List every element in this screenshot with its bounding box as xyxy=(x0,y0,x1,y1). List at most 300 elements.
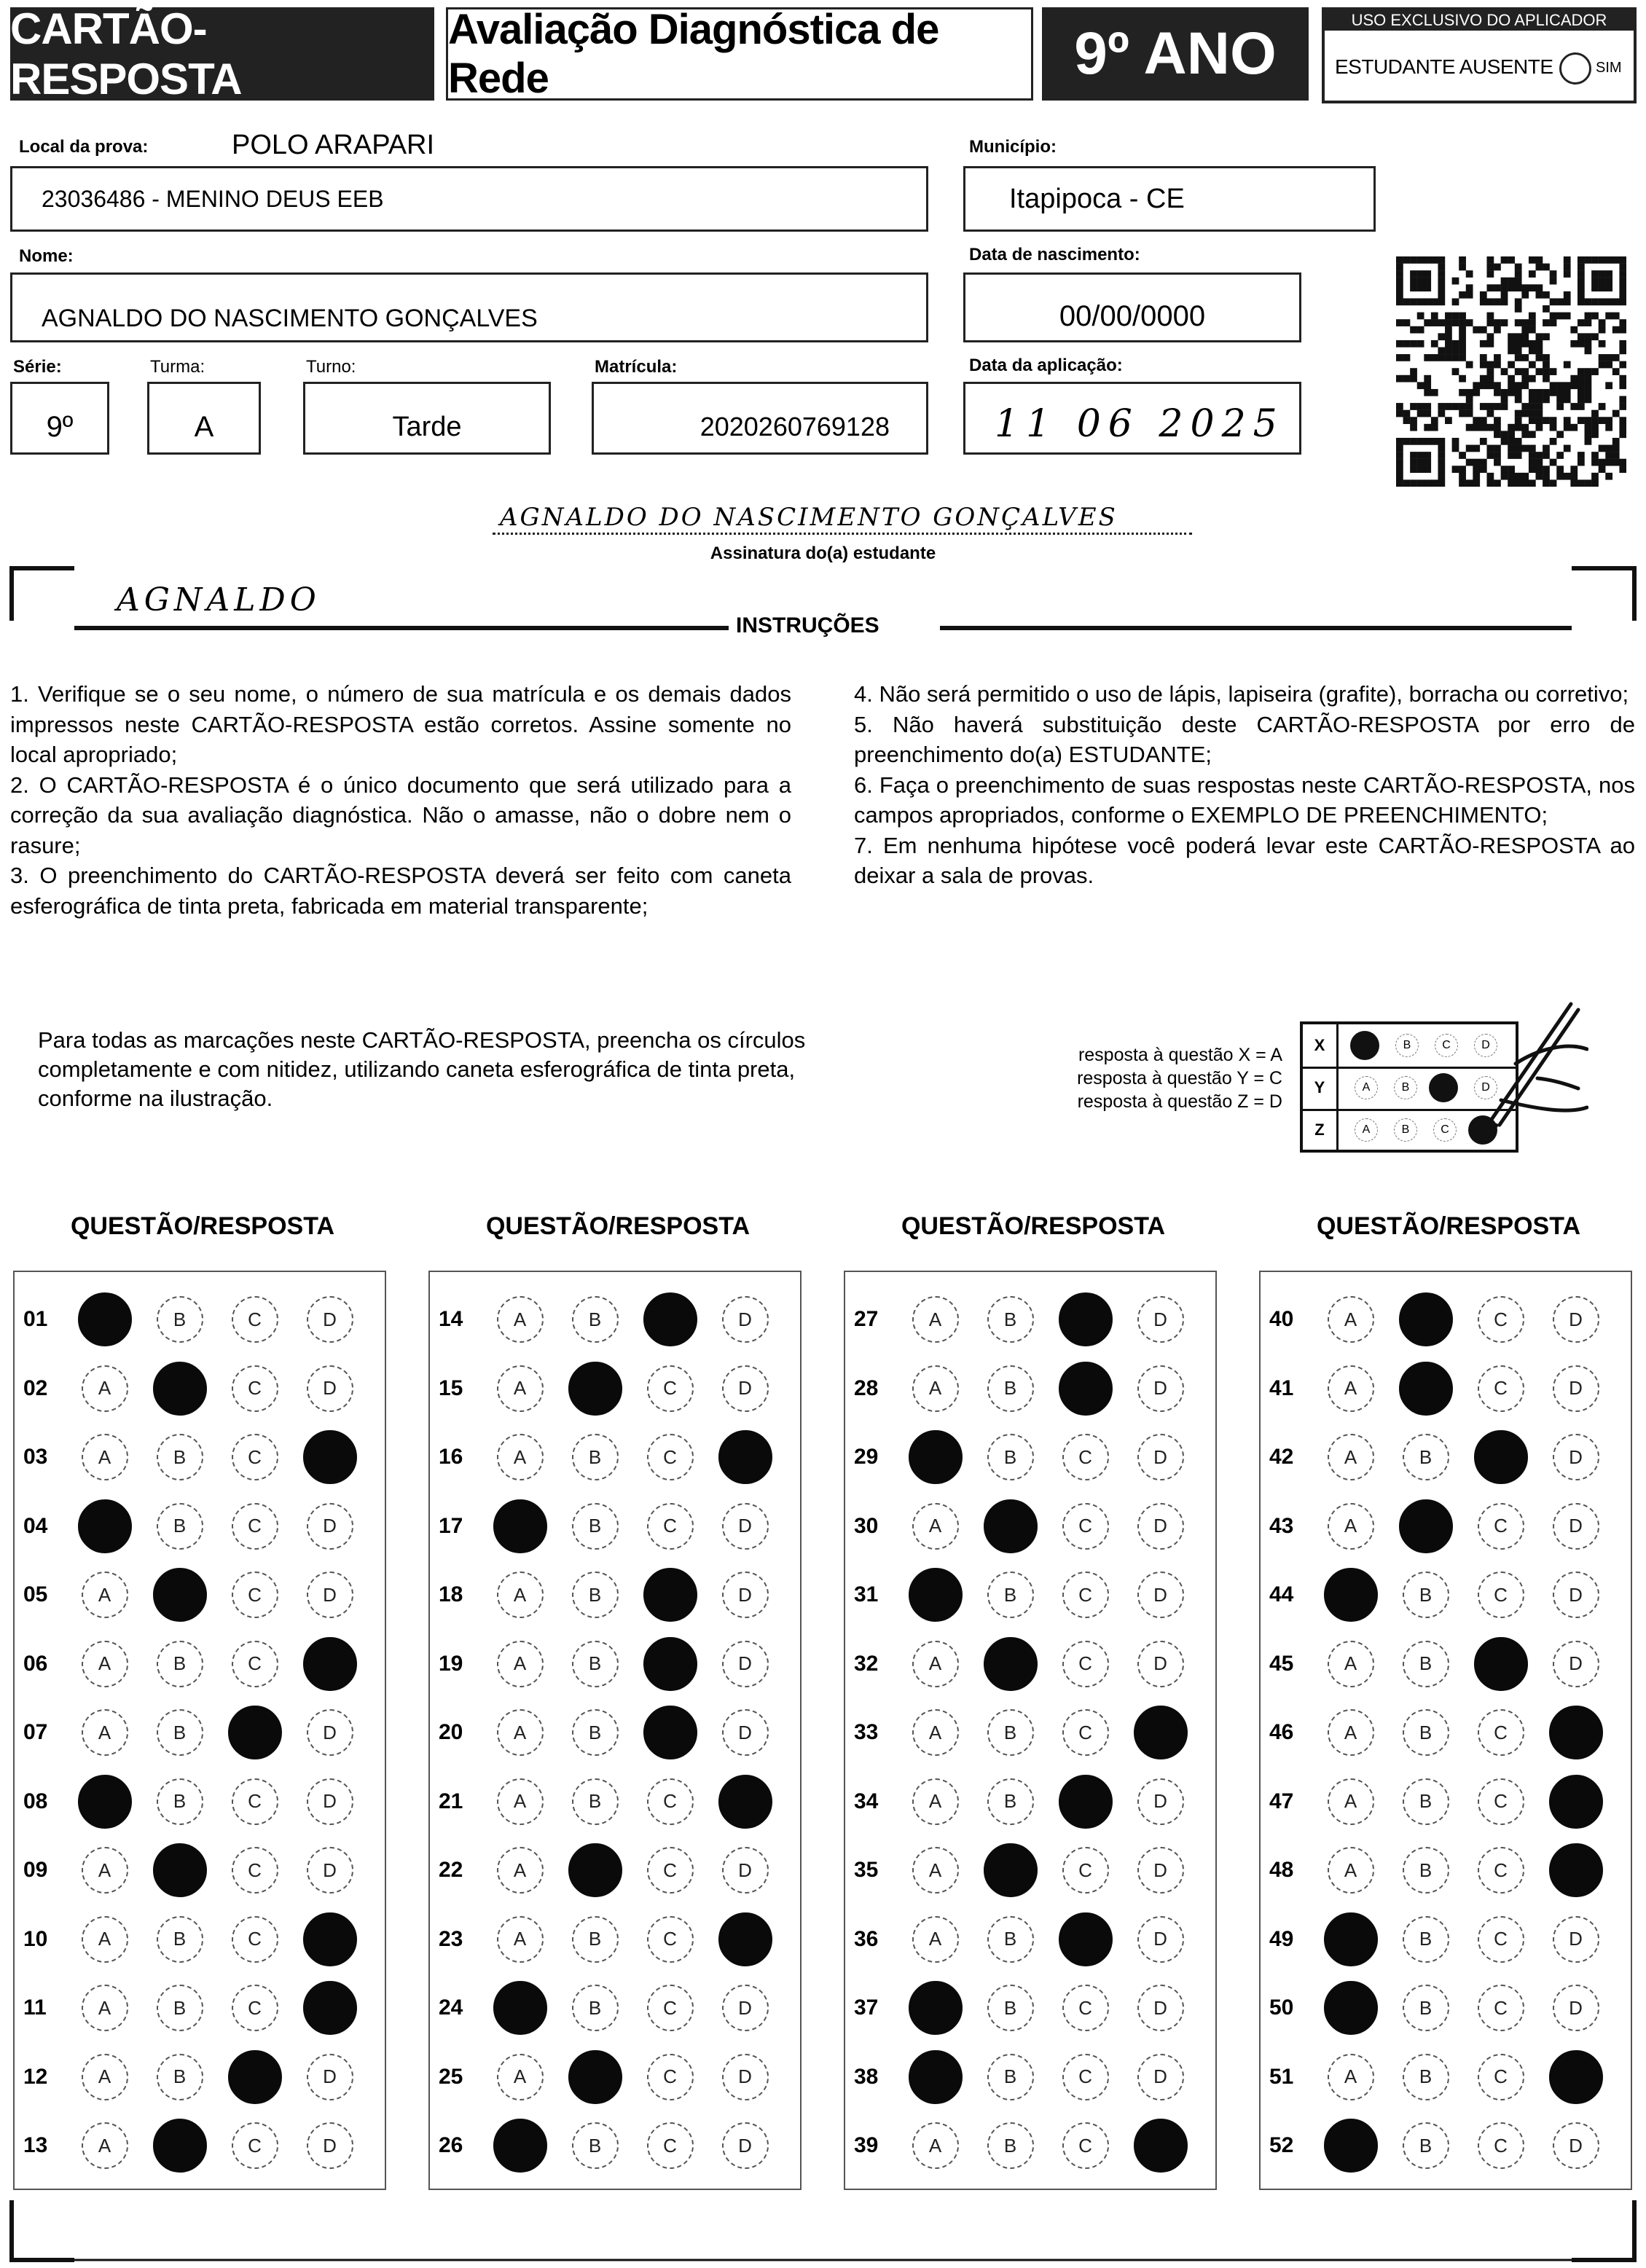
question-number: 27 xyxy=(854,1307,879,1331)
instruction-item: 5. Não haverá substituição deste CARTÃO-RESPOSTA por erro de preenchimento do(a) ESTUDANTE; xyxy=(854,711,1635,767)
question-row xyxy=(854,1363,1211,1414)
answer-bubble-d[interactable]: D xyxy=(1553,1296,1599,1343)
answer-bubble-d[interactable]: D xyxy=(307,2054,353,2100)
answer-bubble-c[interactable]: C xyxy=(1478,2054,1524,2100)
question-row xyxy=(1269,1914,1626,1965)
answer-bubble-a[interactable]: A xyxy=(82,1985,128,2031)
answer-bubble-c[interactable]: C xyxy=(1062,1571,1109,1618)
answer-bubble-d[interactable]: D xyxy=(1553,2122,1599,2169)
question-number: 06 xyxy=(23,1651,48,1676)
answer-bubble-c[interactable]: C xyxy=(1478,1571,1524,1618)
example-bubble xyxy=(1350,1031,1379,1060)
answer-bubble-c[interactable] xyxy=(1059,1292,1113,1346)
absent-label: ESTUDANTE AUSENTE xyxy=(1335,55,1553,78)
answer-bubble-d[interactable] xyxy=(1134,1706,1188,1759)
question-number: 13 xyxy=(23,2133,48,2157)
answer-bubble-b[interactable]: B xyxy=(157,1641,203,1687)
answer-bubble-a[interactable]: A xyxy=(497,1434,544,1480)
answer-bubble-a[interactable]: A xyxy=(912,1916,959,1963)
answer-bubble-c[interactable]: C xyxy=(647,2122,694,2169)
answer-bubble-d[interactable]: D xyxy=(722,2122,769,2169)
answer-bubble-d[interactable]: D xyxy=(307,1296,353,1343)
answer-bubble-d[interactable]: D xyxy=(1553,1365,1599,1412)
answer-bubble-a[interactable] xyxy=(493,1499,547,1553)
answer-bubble-d[interactable]: D xyxy=(722,1296,769,1343)
answer-bubble-d[interactable]: D xyxy=(1137,1434,1184,1480)
answer-bubble-d[interactable] xyxy=(303,1430,357,1484)
question-number: 18 xyxy=(439,1582,463,1606)
answer-bubble-b[interactable] xyxy=(1399,1292,1453,1346)
series-value: 9º xyxy=(46,410,74,443)
example-bubble: D xyxy=(1474,1076,1497,1099)
answer-bubble-b[interactable]: B xyxy=(572,1641,619,1687)
answer-bubble-a[interactable]: A xyxy=(1328,1641,1374,1687)
answer-bubble-a[interactable] xyxy=(1324,1568,1378,1622)
answer-bubble-b[interactable]: B xyxy=(157,1778,203,1825)
answer-bubble-c[interactable]: C xyxy=(1478,1709,1524,1756)
answer-bubble-c[interactable]: C xyxy=(1062,1434,1109,1480)
answer-bubble-d[interactable]: D xyxy=(1553,1434,1599,1480)
answer-bubble-c[interactable] xyxy=(1474,1430,1528,1484)
question-row xyxy=(854,1707,1211,1758)
answer-bubble-a[interactable]: A xyxy=(912,1641,959,1687)
answer-bubble-b[interactable] xyxy=(984,1499,1038,1553)
question-number: 10 xyxy=(23,1926,48,1951)
application-date-value: 11 06 2025 xyxy=(995,402,1285,446)
question-number: 17 xyxy=(439,1513,463,1538)
answer-bubble-a[interactable]: A xyxy=(1328,1503,1374,1550)
question-row xyxy=(439,1432,796,1483)
answer-bubble-d[interactable]: D xyxy=(722,1847,769,1894)
answer-bubble-d[interactable]: D xyxy=(1553,1571,1599,1618)
answer-bubble-a[interactable]: A xyxy=(82,1434,128,1480)
answer-bubble-d[interactable]: D xyxy=(1137,1847,1184,1894)
answer-bubble-a[interactable] xyxy=(909,1430,963,1484)
answer-bubble-c[interactable]: C xyxy=(647,1985,694,2031)
name-value: AGNALDO DO NASCIMENTO GONÇALVES xyxy=(42,304,538,332)
answer-bubble-d[interactable] xyxy=(1549,1706,1603,1759)
example-bubble: A xyxy=(1355,1076,1378,1099)
answer-bubble-c[interactable] xyxy=(228,1706,282,1759)
absent-option: SIM xyxy=(1596,60,1622,76)
question-row xyxy=(439,2052,796,2103)
answer-bubble-a[interactable]: A xyxy=(497,2054,544,2100)
answer-bubble-c[interactable]: C xyxy=(1062,1985,1109,2031)
question-number: 05 xyxy=(23,1582,48,1606)
question-row xyxy=(854,1569,1211,1620)
answer-bubble-a[interactable] xyxy=(909,2050,963,2104)
answer-bubble-d[interactable]: D xyxy=(722,1503,769,1550)
answer-bubble-a[interactable]: A xyxy=(82,1365,128,1412)
answer-bubble-d[interactable]: D xyxy=(307,1847,353,1894)
enrollment-label: Matrícula: xyxy=(595,357,678,377)
question-row xyxy=(854,1432,1211,1483)
answer-bubble-b[interactable] xyxy=(984,1843,1038,1897)
question-row xyxy=(439,1707,796,1758)
answer-bubble-c[interactable]: C xyxy=(1478,1503,1524,1550)
answer-bubble-a[interactable] xyxy=(909,1981,963,2035)
answer-bubble-b[interactable] xyxy=(153,1568,207,1622)
answer-bubble-a[interactable]: A xyxy=(912,1296,959,1343)
answer-bubble-d[interactable]: D xyxy=(1553,1985,1599,2031)
answer-bubble-d[interactable]: D xyxy=(307,1709,353,1756)
question-number: 09 xyxy=(23,1858,48,1882)
answer-bubble-b[interactable]: B xyxy=(572,1985,619,2031)
answer-bubble-b[interactable]: B xyxy=(572,1296,619,1343)
answer-bubble-a[interactable]: A xyxy=(1328,1778,1374,1825)
answer-bubble-a[interactable]: A xyxy=(497,1709,544,1756)
answer-bubble-b[interactable]: B xyxy=(987,2122,1034,2169)
answer-bubble-c[interactable]: C xyxy=(232,2122,278,2169)
answer-bubble-a[interactable]: A xyxy=(82,1709,128,1756)
question-row xyxy=(439,1639,796,1690)
answer-bubble-a[interactable]: A xyxy=(497,1778,544,1825)
answer-bubble-b[interactable] xyxy=(568,2050,622,2104)
answer-bubble-c[interactable]: C xyxy=(647,1847,694,1894)
answer-bubble-d[interactable]: D xyxy=(1137,1365,1184,1412)
answer-bubble-b[interactable]: B xyxy=(157,1709,203,1756)
answer-bubble-c[interactable] xyxy=(643,1706,697,1759)
answer-bubble-a[interactable]: A xyxy=(82,1847,128,1894)
answer-bubble-d[interactable]: D xyxy=(722,1709,769,1756)
answer-bubble-a[interactable]: A xyxy=(82,1571,128,1618)
answer-bubble-d[interactable] xyxy=(718,1775,772,1829)
question-row xyxy=(23,1432,380,1483)
question-row xyxy=(854,1982,1211,2033)
question-number: 31 xyxy=(854,1582,879,1606)
answer-bubble-b[interactable]: B xyxy=(987,1709,1034,1756)
answer-bubble-d[interactable]: D xyxy=(307,1778,353,1825)
answer-bubble-d[interactable]: D xyxy=(1137,1985,1184,2031)
answer-bubble-d[interactable] xyxy=(303,1912,357,1966)
answer-bubble-b[interactable]: B xyxy=(1403,1709,1449,1756)
answer-bubble-d[interactable] xyxy=(303,1981,357,2035)
answer-bubble-c[interactable]: C xyxy=(232,1503,278,1550)
answer-bubble-d[interactable]: D xyxy=(722,1571,769,1618)
question-row xyxy=(23,2120,380,2171)
answer-bubble-a[interactable]: A xyxy=(1328,1434,1374,1480)
answer-bubble-d[interactable] xyxy=(1134,2119,1188,2173)
question-number: 36 xyxy=(854,1926,879,1951)
answer-bubble-c[interactable]: C xyxy=(232,1641,278,1687)
question-number: 25 xyxy=(439,2064,463,2089)
answer-bubble-c[interactable]: C xyxy=(647,1503,694,1550)
answer-bubble-c[interactable]: C xyxy=(1478,1296,1524,1343)
question-number: 34 xyxy=(854,1789,879,1813)
answer-bubble-d[interactable] xyxy=(718,1912,772,1966)
answer-bubble-a[interactable]: A xyxy=(82,2122,128,2169)
question-number: 28 xyxy=(854,1376,879,1400)
question-row xyxy=(23,2052,380,2103)
answer-bubble-c[interactable]: C xyxy=(647,1434,694,1480)
answer-bubble-d[interactable] xyxy=(303,1637,357,1691)
answer-bubble-c[interactable]: C xyxy=(232,1296,278,1343)
answer-bubble-a[interactable]: A xyxy=(497,1641,544,1687)
example-row-label: Y xyxy=(1303,1067,1339,1109)
answer-bubble-b[interactable]: B xyxy=(987,1434,1034,1480)
question-row xyxy=(854,1501,1211,1552)
answer-bubble-b[interactable]: B xyxy=(987,1778,1034,1825)
answer-bubble-c[interactable]: C xyxy=(232,1365,278,1412)
answer-bubble-b[interactable]: B xyxy=(987,2054,1034,2100)
answer-bubble-a[interactable]: A xyxy=(82,2054,128,2100)
answer-bubble-a[interactable]: A xyxy=(82,1641,128,1687)
question-number: 19 xyxy=(439,1651,463,1676)
answer-bubble-b[interactable]: B xyxy=(157,1916,203,1963)
answer-bubble-a[interactable]: A xyxy=(912,1365,959,1412)
answer-bubble-c[interactable]: C xyxy=(232,1778,278,1825)
question-row xyxy=(854,1845,1211,1896)
answer-bubble-b[interactable]: B xyxy=(1403,1641,1449,1687)
answer-bubble-b[interactable]: B xyxy=(572,1571,619,1618)
question-row xyxy=(1269,1776,1626,1827)
answer-bubble-c[interactable]: C xyxy=(1062,1503,1109,1550)
question-number: 26 xyxy=(439,2133,463,2157)
question-number: 35 xyxy=(854,1858,879,1882)
municipality-value: Itapipoca - CE xyxy=(1009,183,1185,214)
answer-bubble-c[interactable]: C xyxy=(232,1985,278,2031)
instruction-item: 6. Faça o preenchimento de suas respostas neste CARTÃO-RESPOSTA, nos campos apropriados, conforme o EXEMPLO DE PREENCHIMENTO; xyxy=(854,772,1635,828)
answer-bubble-b[interactable]: B xyxy=(987,1985,1034,2031)
answer-bubble-c[interactable]: C xyxy=(1062,1641,1109,1687)
question-row xyxy=(23,1776,380,1827)
answer-bubble-d[interactable]: D xyxy=(307,2122,353,2169)
answer-bubble-c[interactable] xyxy=(1474,1637,1528,1691)
answer-bubble-d[interactable]: D xyxy=(1553,1916,1599,1963)
answer-bubble-b[interactable] xyxy=(1399,1499,1453,1553)
local-label: Local da prova: xyxy=(19,137,149,157)
answer-bubble-c[interactable]: C xyxy=(1478,1985,1524,2031)
answer-bubble-c[interactable]: C xyxy=(1478,1778,1524,1825)
answer-bubble-d[interactable]: D xyxy=(1553,1641,1599,1687)
answer-bubble-d[interactable]: D xyxy=(1137,1296,1184,1343)
question-row xyxy=(23,1363,380,1414)
answer-bubble-b[interactable]: B xyxy=(157,1434,203,1480)
question-number: 15 xyxy=(439,1376,463,1400)
answer-bubble-b[interactable] xyxy=(153,1362,207,1416)
answer-bubble-d[interactable] xyxy=(1549,1775,1603,1829)
answer-bubble-a[interactable] xyxy=(78,1499,132,1553)
question-number: 38 xyxy=(854,2064,879,2089)
question-row xyxy=(439,1845,796,1896)
answer-bubble-c[interactable]: C xyxy=(1062,2122,1109,2169)
question-row xyxy=(854,2052,1211,2103)
answer-bubble-c[interactable] xyxy=(228,2050,282,2104)
question-row xyxy=(439,1776,796,1827)
answer-bubble-b[interactable]: B xyxy=(1403,1778,1449,1825)
answer-bubble-c[interactable]: C xyxy=(1062,2054,1109,2100)
answer-bubble-c[interactable] xyxy=(643,1292,697,1346)
instructions-left xyxy=(10,679,791,921)
question-number: 12 xyxy=(23,2064,48,2089)
first-name-handwritten: AGNALDO xyxy=(117,581,321,619)
answer-bubble-b[interactable]: B xyxy=(572,1778,619,1825)
answer-bubble-a[interactable] xyxy=(493,2119,547,2173)
shift-value: Tarde xyxy=(392,411,462,442)
applicator-title: USO EXCLUSIVO DO APLICADOR xyxy=(1325,10,1634,31)
answer-bubble-c[interactable]: C xyxy=(232,1571,278,1618)
answer-bubble-b[interactable]: B xyxy=(157,1985,203,2031)
answer-bubble-b[interactable]: B xyxy=(1403,1847,1449,1894)
answer-bubble-b[interactable] xyxy=(984,1637,1038,1691)
answer-bubble-c[interactable]: C xyxy=(647,2054,694,2100)
answer-column-header: QUESTÃO/RESPOSTA xyxy=(70,1212,335,1240)
answer-bubble-b[interactable] xyxy=(568,1362,622,1416)
answer-bubble-d[interactable]: D xyxy=(722,1641,769,1687)
answer-bubble-b[interactable]: B xyxy=(572,1709,619,1756)
answer-bubble-b[interactable]: B xyxy=(1403,1571,1449,1618)
answer-bubble-b[interactable]: B xyxy=(1403,1434,1449,1480)
answer-bubble-b[interactable]: B xyxy=(1403,2122,1449,2169)
answer-bubble-a[interactable]: A xyxy=(1328,1365,1374,1412)
class-label: Turma: xyxy=(150,357,205,377)
answer-bubble-b[interactable]: B xyxy=(987,1916,1034,1963)
answer-bubble-c[interactable]: C xyxy=(1062,1847,1109,1894)
answer-bubble-d[interactable] xyxy=(1549,2050,1603,2104)
answer-bubble-a[interactable] xyxy=(493,1981,547,2035)
answer-bubble-d[interactable]: D xyxy=(1137,1916,1184,1963)
answer-bubble-c[interactable]: C xyxy=(1478,1847,1524,1894)
instruction-item: 1. Verifique se o seu nome, o número de sua matrícula e os demais dados impressos neste CARTÃO-RESPOSTA estão corretos. Assine somente no local apropriado; xyxy=(10,681,791,767)
answer-bubble-c[interactable]: C xyxy=(232,1434,278,1480)
answer-bubble-a[interactable] xyxy=(78,1775,132,1829)
answer-bubble-c[interactable]: C xyxy=(1478,2122,1524,2169)
answer-bubble-a[interactable]: A xyxy=(1328,2054,1374,2100)
answer-bubble-c[interactable]: C xyxy=(647,1916,694,1963)
answer-bubble-c[interactable] xyxy=(1059,1362,1113,1416)
example-bubble: C xyxy=(1433,1118,1457,1142)
answer-column-header: QUESTÃO/RESPOSTA xyxy=(1316,1212,1581,1240)
answer-bubble-a[interactable]: A xyxy=(912,1503,959,1550)
answer-bubble-a[interactable]: A xyxy=(912,2122,959,2169)
answer-bubble-b[interactable] xyxy=(153,2119,207,2173)
answer-bubble-b[interactable]: B xyxy=(572,2122,619,2169)
answer-bubble-b[interactable]: B xyxy=(1403,1985,1449,2031)
question-number: 08 xyxy=(23,1789,48,1813)
answer-bubble-b[interactable]: B xyxy=(157,1296,203,1343)
answer-bubble-d[interactable]: D xyxy=(1137,1571,1184,1618)
question-row xyxy=(1269,1707,1626,1758)
municipality-label: Município: xyxy=(969,137,1057,157)
answer-bubble-d[interactable]: D xyxy=(1553,1503,1599,1550)
example-text: Para todas as marcações neste CARTÃO-RESPOSTA, preencha os círculos completamente e com nitidez, utilizando caneta esferográfica de tinta preta, conforme na ilustração. xyxy=(38,1027,806,1111)
local-value: POLO ARAPARI xyxy=(232,130,435,160)
answer-bubble-d[interactable]: D xyxy=(722,1365,769,1412)
answer-bubble-b[interactable] xyxy=(1399,1362,1453,1416)
answer-bubble-a[interactable] xyxy=(909,1568,963,1622)
answer-bubble-a[interactable]: A xyxy=(82,1916,128,1963)
question-row xyxy=(854,1639,1211,1690)
question-row xyxy=(1269,1363,1626,1414)
answer-bubble-b[interactable]: B xyxy=(572,1916,619,1963)
answer-bubble-a[interactable]: A xyxy=(1328,1847,1374,1894)
answer-bubble-a[interactable]: A xyxy=(497,1571,544,1618)
name-label: Nome: xyxy=(19,246,74,266)
answer-bubble-c[interactable] xyxy=(643,1637,697,1691)
question-row xyxy=(23,1294,380,1345)
answer-bubble-b[interactable]: B xyxy=(987,1571,1034,1618)
question-number: 45 xyxy=(1269,1651,1294,1676)
answer-bubble-a[interactable]: A xyxy=(912,1709,959,1756)
example-bubble: A xyxy=(1355,1118,1378,1142)
question-row xyxy=(1269,1569,1626,1620)
answer-bubble-d[interactable] xyxy=(718,1430,772,1484)
answer-bubble-a[interactable]: A xyxy=(497,1296,544,1343)
answer-bubble-d[interactable] xyxy=(1549,1843,1603,1897)
answer-bubble-d[interactable]: D xyxy=(722,2054,769,2100)
question-number: 46 xyxy=(1269,1720,1294,1744)
answer-bubble-b[interactable]: B xyxy=(572,1434,619,1480)
answer-bubble-b[interactable]: B xyxy=(987,1365,1034,1412)
question-number: 30 xyxy=(854,1513,879,1538)
answer-bubble-d[interactable]: D xyxy=(307,1365,353,1412)
question-number: 51 xyxy=(1269,2064,1294,2089)
answer-bubble-a[interactable] xyxy=(78,1292,132,1346)
answer-bubble-d[interactable]: D xyxy=(307,1571,353,1618)
question-number: 07 xyxy=(23,1720,48,1744)
answer-column-header: QUESTÃO/RESPOSTA xyxy=(901,1212,1166,1240)
answer-bubble-b[interactable] xyxy=(568,1843,622,1897)
example-bubble: C xyxy=(1435,1034,1458,1057)
answer-bubble-b[interactable]: B xyxy=(157,2054,203,2100)
answer-bubble-a[interactable]: A xyxy=(912,1847,959,1894)
answer-bubble-c[interactable]: C xyxy=(647,1365,694,1412)
answer-bubble-b[interactable]: B xyxy=(157,1503,203,1550)
answer-bubble-c[interactable]: C xyxy=(1478,1365,1524,1412)
answer-bubble-a[interactable]: A xyxy=(912,1778,959,1825)
answer-bubble-b[interactable]: B xyxy=(572,1503,619,1550)
answer-bubble-d[interactable]: D xyxy=(1137,2054,1184,2100)
answer-bubble-a[interactable] xyxy=(1324,1981,1378,2035)
question-number: 39 xyxy=(854,2133,879,2157)
instructions-right xyxy=(854,679,1635,891)
example-line: resposta à questão X = A xyxy=(1078,1045,1282,1065)
answer-bubble-c[interactable]: C xyxy=(232,1847,278,1894)
answer-bubble-b[interactable]: B xyxy=(1403,2054,1449,2100)
answer-bubble-b[interactable] xyxy=(153,1843,207,1897)
answer-bubble-d[interactable]: D xyxy=(1137,1503,1184,1550)
answer-bubble-c[interactable]: C xyxy=(1062,1709,1109,1756)
answer-bubble-d[interactable]: D xyxy=(1137,1778,1184,1825)
question-row xyxy=(1269,1294,1626,1345)
answer-bubble-d[interactable]: D xyxy=(722,1985,769,2031)
answer-bubble-c[interactable] xyxy=(1059,1912,1113,1966)
question-row xyxy=(1269,1432,1626,1483)
answer-bubble-a[interactable]: A xyxy=(497,1916,544,1963)
answer-bubble-c[interactable]: C xyxy=(647,1778,694,1825)
answer-bubble-b[interactable]: B xyxy=(987,1296,1034,1343)
answer-bubble-a[interactable]: A xyxy=(1328,1709,1374,1756)
answer-bubble-a[interactable]: A xyxy=(497,1365,544,1412)
answer-bubble-c[interactable]: C xyxy=(1478,1916,1524,1963)
question-row xyxy=(23,1982,380,2033)
question-number: 41 xyxy=(1269,1376,1294,1400)
answer-bubble-c[interactable] xyxy=(643,1568,697,1622)
answer-bubble-a[interactable] xyxy=(1324,2119,1378,2173)
example-bubble: B xyxy=(1395,1034,1419,1057)
enrollment-value: 2020260769128 xyxy=(699,412,890,442)
question-row xyxy=(854,2120,1211,2171)
answer-bubble-c[interactable]: C xyxy=(232,1916,278,1963)
question-row xyxy=(1269,1845,1626,1896)
answer-bubble-d[interactable]: D xyxy=(1137,1641,1184,1687)
answer-bubble-a[interactable] xyxy=(1324,1912,1378,1966)
answer-bubble-a[interactable]: A xyxy=(1328,1296,1374,1343)
answer-bubble-c[interactable] xyxy=(1059,1775,1113,1829)
answer-bubble-d[interactable]: D xyxy=(307,1503,353,1550)
answer-bubble-a[interactable]: A xyxy=(497,1847,544,1894)
answer-bubble-b[interactable]: B xyxy=(1403,1916,1449,1963)
